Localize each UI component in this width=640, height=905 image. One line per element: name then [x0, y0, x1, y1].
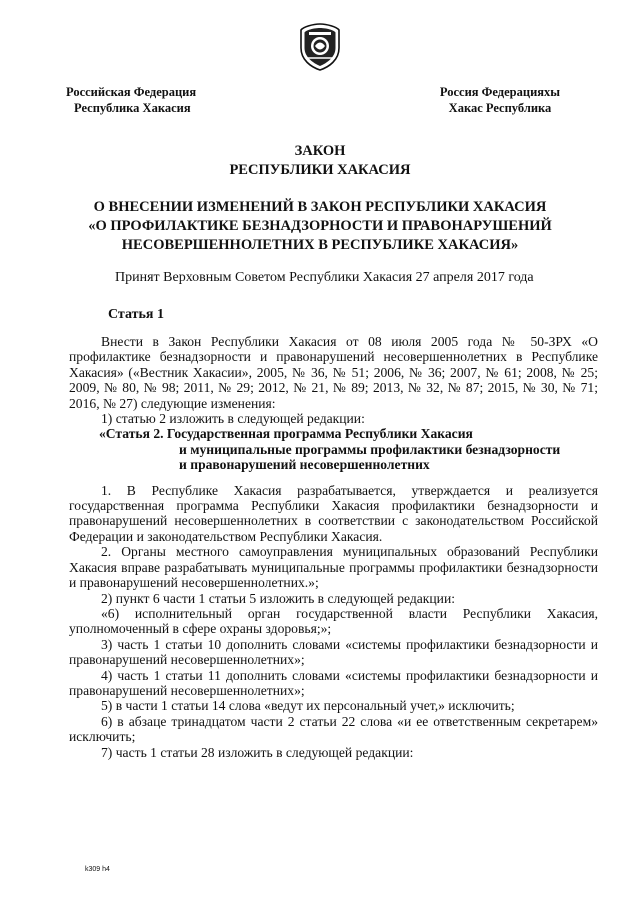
- header-left-line1: Российская Федерация: [66, 85, 197, 99]
- item-7: 7) часть 1 статьи 28 изложить в следующей редакции:: [101, 744, 414, 760]
- quoted-article-heading: [69, 426, 598, 472]
- law-title: [0, 142, 640, 180]
- document-code: k309 h4: [85, 866, 110, 873]
- law-subject-line1: О ВНЕСЕНИИ ИЗМЕНЕНИЙ В ЗАКОН РЕСПУБЛИКИ ХАКАСИЯ: [93, 199, 547, 215]
- adoption-line: Принят Верховным Советом Республики Хакасия 27 апреля 2017 года: [115, 270, 534, 285]
- law-subject-line3: НЕСОВЕРШЕННОЛЕТНИХ В РЕСПУБЛИКЕ ХАКАСИЯ»: [121, 237, 519, 253]
- law-title-line1: ЗАКОН: [294, 143, 346, 159]
- law-subject-line2: «О ПРОФИЛАКТИКЕ БЕЗНАДЗОРНОСТИ И ПРАВОНАРУШЕНИЙ: [88, 218, 552, 234]
- header-right-line1: Россия Федерацияхы: [439, 85, 561, 99]
- quoted-article-heading-line1: «Статья 2. Государственная программа Республики Хакасия: [99, 426, 473, 442]
- document-body: [69, 334, 598, 760]
- item-6: 6) в абзаце тринадцатом части 2 статьи 22 слова «и ее ответственным секретарем» исключить;: [69, 713, 598, 745]
- header-right-line2: Хакас Республика: [448, 101, 552, 115]
- article-heading: Статья 1: [108, 307, 164, 322]
- item-5: 5) в части 1 статьи 14 слова «ведут их персональный учет,» исключить;: [101, 698, 515, 714]
- paragraph-1: 1. В Республике Хакасия разрабатывается, утверждается и реализуется государственная программа Республики Хакасия профилактики безнадзорности и правонарушений несовершеннолетних в соответствии с законодательством Российской Федерации и законодательством Республики Хакасия.: [69, 482, 598, 544]
- header-right: [420, 84, 580, 116]
- header-left: [66, 84, 226, 116]
- quoted-article-heading-line2: и муниципальные программы профилактики безнадзорности: [179, 441, 561, 457]
- item-3: 3) часть 1 статьи 10 дополнить словами «системы профилактики безнадзорности и правонарушений несовершеннолетних»;: [69, 636, 598, 668]
- item-4: 4) часть 1 статьи 11 дополнить словами «системы профилактики безнадзорности и правонарушений несовершеннолетних»;: [69, 667, 598, 698]
- item-2-text: «6) исполнительный орган государственной власти Республики Хакасия, уполномоченный в сфере охраны здоровья;»;: [69, 605, 598, 637]
- quoted-article-heading-line3: и правонарушений несовершеннолетних: [179, 457, 430, 473]
- paragraph-2: 2. Органы местного самоуправления муниципальных образований Республики Хакасия вправе разрабатывать муниципальные программы профилактики безнадзорности и правонарушений несовершеннолетних.»;: [69, 544, 598, 591]
- coat-of-arms-icon: [297, 22, 343, 72]
- intro-paragraph: Внести в Закон Республики Хакасия от 08 июля 2005 года № 50-ЗРХ «О профилактике безнадзорности и правонарушений несовершеннолетних в Республике Хакасия» («Вестник Хакасии», 2005, № 36, № 51; 2006, № 36; 2007, № 61; 2008, № 25; 2009, № 80, № 98; 2011, № 29; 2012, № 21, № 89; 2013, № 32, № 87; 2015, № 30, № 71; 2016, № 27) следующие изменения:: [69, 334, 598, 411]
- header-left-line2: Республика Хакасия: [74, 101, 191, 115]
- item-1: 1) статью 2 изложить в следующей редакции:: [101, 411, 365, 427]
- item-2: 2) пункт 6 части 1 статьи 5 изложить в следующей редакции:: [101, 590, 456, 606]
- law-subject: [0, 198, 640, 255]
- law-title-line2: РЕСПУБЛИКИ ХАКАСИЯ: [229, 162, 411, 178]
